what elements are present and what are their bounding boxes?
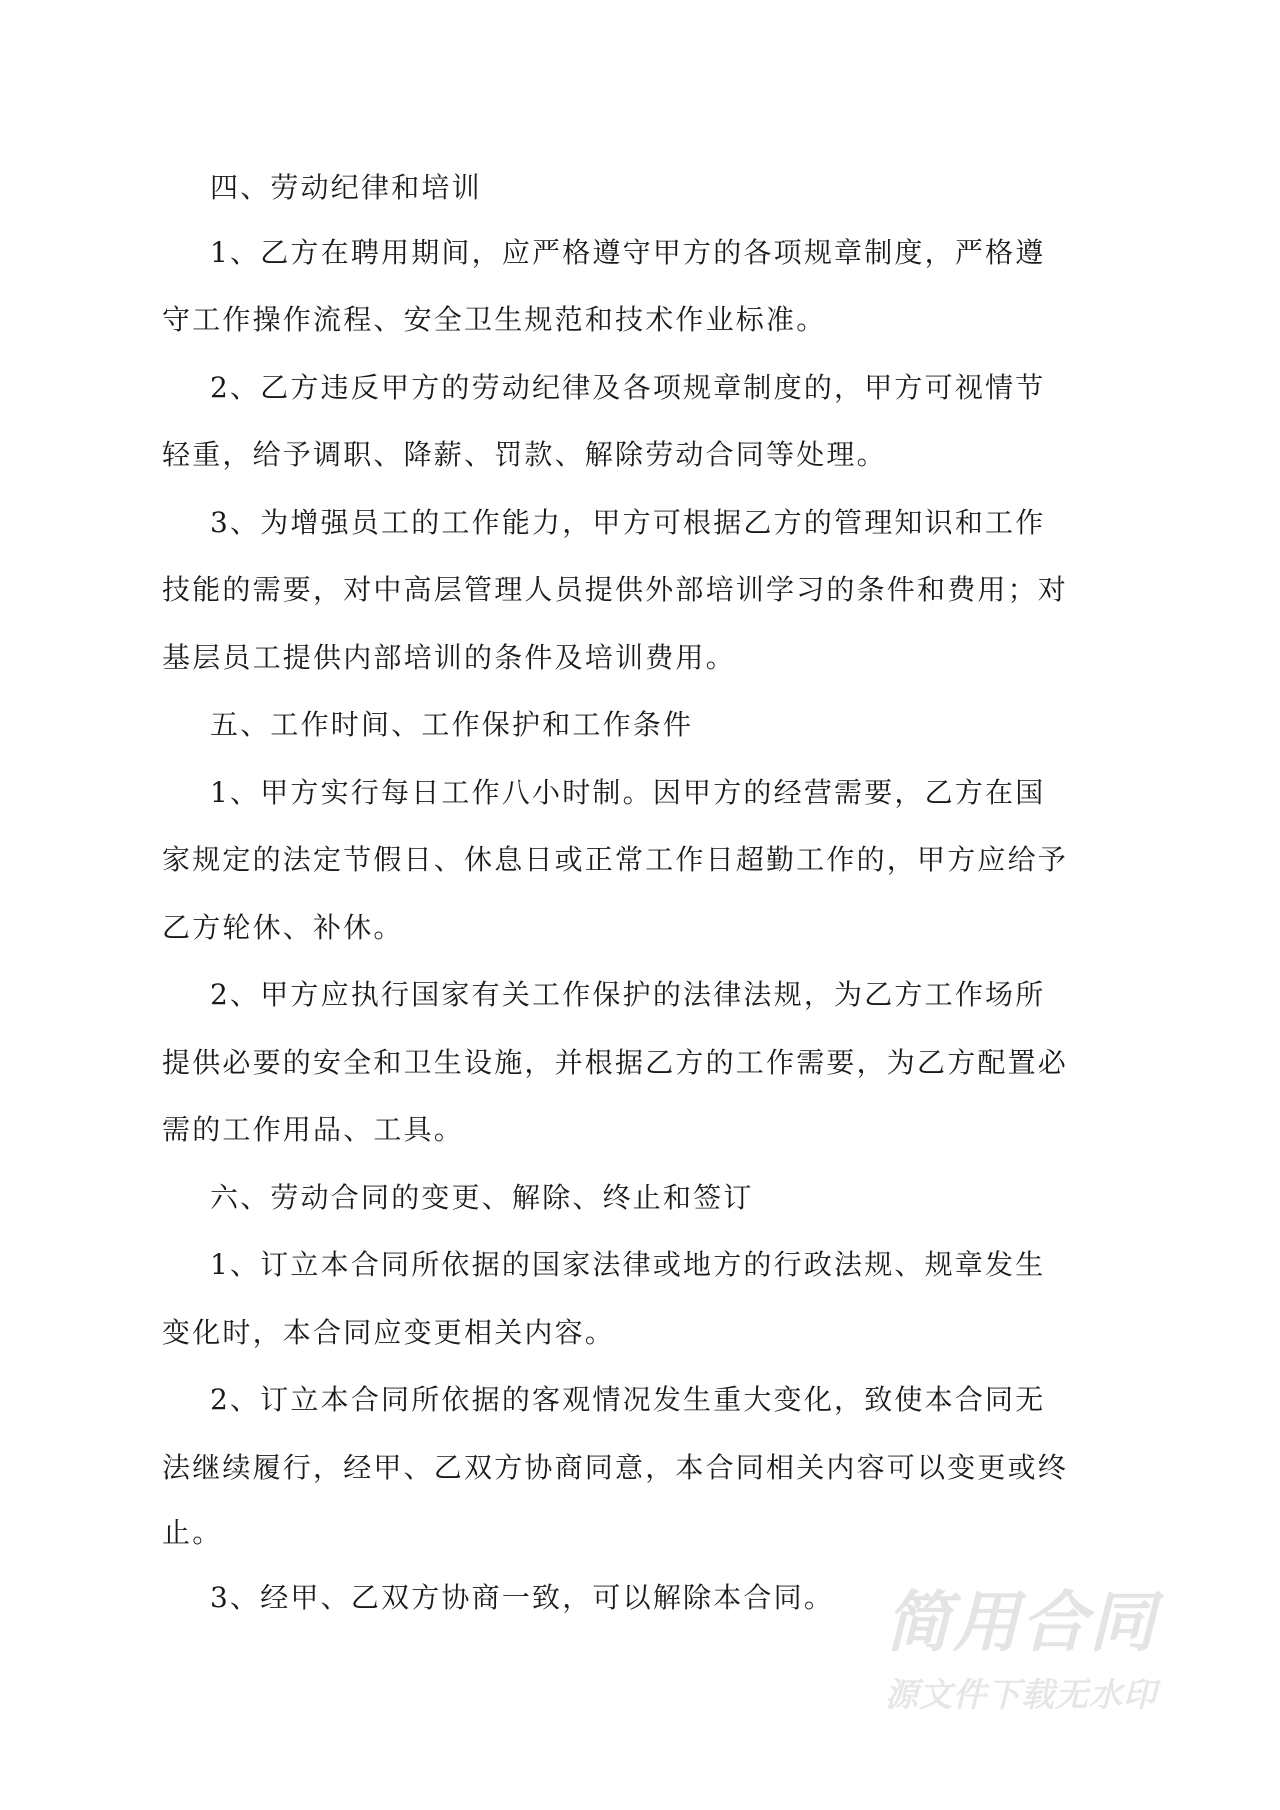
watermark-title: 简用合同 bbox=[885, 1584, 1157, 1661]
paragraph-line: 3、经甲、乙双方协商一致，可以解除本合同。 bbox=[210, 1581, 835, 1614]
paragraph-line: 2、乙方违反甲方的劳动纪律及各项规章制度的，甲方可视情节 bbox=[210, 371, 1046, 404]
paragraph-line: 1、乙方在聘用期间，应严格遵守甲方的各项规章制度，严格遵 bbox=[210, 236, 1046, 269]
paragraph-line: 法继续履行，经甲、乙双方协商同意，本合同相关内容可以变更或终 bbox=[162, 1451, 1069, 1484]
section-heading-6: 六、劳动合同的变更、解除、终止和签订 bbox=[210, 1181, 754, 1214]
paragraph-line: 1、甲方实行每日工作八小时制。因甲方的经营需要，乙方在国 bbox=[210, 776, 1046, 809]
paragraph-line: 基层员工提供内部培训的条件及培训费用。 bbox=[162, 641, 736, 674]
watermark-subtitle: 源文件下载无水印 bbox=[885, 1675, 1157, 1714]
paragraph-line: 技能的需要，对中高层管理人员提供外部培训学习的条件和费用；对 bbox=[162, 573, 1069, 606]
paragraph-line: 变化时，本合同应变更相关内容。 bbox=[162, 1316, 616, 1349]
paragraph-line: 家规定的法定节假日、休息日或正常工作日超勤工作的，甲方应给予 bbox=[162, 843, 1069, 876]
section-heading-4: 四、劳动纪律和培训 bbox=[210, 171, 482, 204]
paragraph-line: 止。 bbox=[162, 1516, 223, 1549]
paragraph-line: 乙方轮休、补休。 bbox=[162, 911, 404, 944]
paragraph-line: 2、订立本合同所依据的客观情况发生重大变化，致使本合同无 bbox=[210, 1383, 1046, 1416]
paragraph-line: 3、为增强员工的工作能力，甲方可根据乙方的管理知识和工作 bbox=[210, 506, 1046, 539]
paragraph-line: 守工作操作流程、安全卫生规范和技术作业标准。 bbox=[162, 303, 827, 336]
section-heading-5: 五、工作时间、工作保护和工作条件 bbox=[210, 708, 694, 741]
paragraph-line: 轻重，给予调职、降薪、罚款、解除劳动合同等处理。 bbox=[162, 438, 887, 471]
paragraph-line: 2、甲方应执行国家有关工作保护的法律法规，为乙方工作场所 bbox=[210, 978, 1046, 1011]
paragraph-line: 提供必要的安全和卫生设施，并根据乙方的工作需要，为乙方配置必 bbox=[162, 1046, 1069, 1079]
paragraph-line: 1、订立本合同所依据的国家法律或地方的行政法规、规章发生 bbox=[210, 1248, 1046, 1281]
paragraph-line: 需的工作用品、工具。 bbox=[162, 1113, 465, 1146]
